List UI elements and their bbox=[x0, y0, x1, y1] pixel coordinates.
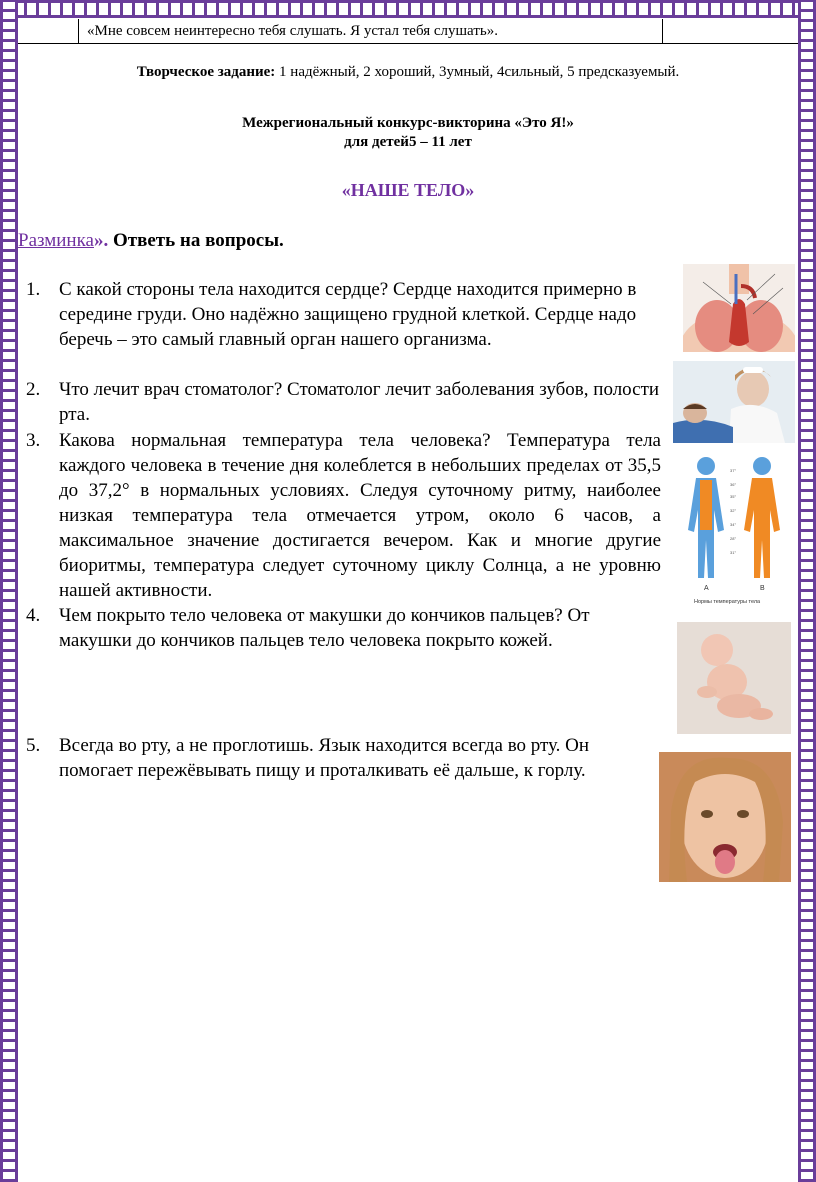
item-number: 2. bbox=[26, 379, 41, 400]
section-title: «НАШЕ ТЕЛО» bbox=[341, 180, 475, 200]
quote-table-row bbox=[18, 19, 798, 44]
contest-age: для детей5 – 11 лет bbox=[344, 134, 472, 150]
creative-task-label: Творческое задание: bbox=[136, 64, 276, 80]
contest-title: Межрегиональный конкурс-викторина «Это Я!» bbox=[242, 115, 574, 131]
temperature-label-a: A bbox=[704, 585, 709, 592]
item-text: Какова нормальная температура тела человека? Температура тела каждого человека в течение дня колеблется в небольших пределах от 35,5 до 37,2° в нормальных условиях. Следуя суточному ритму, наиболее низкая температура тела отмечается утром, около 6 часов, а максимальное значение достигается вечером. Как и многие другие биоритмы, температура следует суточному циклу Солнца, а не уровню нашей активности. bbox=[59, 430, 661, 601]
dentist-image bbox=[673, 361, 795, 443]
temperature-scale-3: 35° bbox=[730, 494, 737, 499]
warmup-text: Ответь на вопросы. bbox=[108, 230, 284, 251]
list-item bbox=[26, 733, 661, 783]
item-number: 1. bbox=[26, 279, 41, 300]
item-number: 4. bbox=[26, 605, 41, 626]
heart-anatomy-image bbox=[683, 264, 795, 352]
item-text: Что лечит врач стоматолог? Стоматолог лечит заболевания зубов, полости рта. bbox=[59, 379, 660, 425]
warmup-link[interactable]: Разминка bbox=[18, 230, 94, 251]
ornament-frame-left bbox=[0, 0, 18, 1182]
contest-heading bbox=[0, 114, 816, 152]
list-item bbox=[26, 377, 661, 427]
warmup-heading bbox=[18, 230, 284, 252]
body-temperature-image bbox=[674, 450, 796, 608]
child-tongue-image bbox=[659, 752, 791, 882]
item-text: С какой стороны тела находится сердце? Сердце находится примерно в середине груди. Оно надёжно защищено грудной клеткой. Сердце надо беречь – это самый главный орган нашего организма. bbox=[59, 279, 637, 350]
temperature-caption: Нормы температуры тела bbox=[694, 599, 761, 605]
temperature-scale-7: 31° bbox=[730, 550, 737, 555]
warmup-punct: ». bbox=[93, 230, 109, 251]
item-number: 5. bbox=[26, 735, 41, 756]
list-item bbox=[26, 603, 661, 653]
quote-cell: «Мне совсем неинтересно тебя слушать. Я устал тебя слушать». bbox=[78, 19, 663, 43]
list-item bbox=[26, 277, 661, 352]
temperature-scale-1: 37° bbox=[730, 468, 737, 473]
temperature-scale-5: 34° bbox=[730, 522, 737, 527]
temperature-scale-6: 28° bbox=[730, 536, 737, 541]
ornament-frame-right bbox=[798, 0, 816, 1182]
item-number: 3. bbox=[26, 430, 41, 451]
creative-task bbox=[0, 64, 816, 81]
ornament-frame-top bbox=[0, 0, 816, 18]
item-text: Всегда во рту, а не проглотишь. Язык находится всегда во рту. Он помогает пережёвывать пищу и проталкивать её дальше, к горлу. bbox=[59, 735, 590, 781]
temperature-label-b: B bbox=[760, 585, 765, 592]
list-item bbox=[26, 428, 661, 603]
temperature-scale-4: 32° bbox=[730, 508, 737, 513]
creative-task-text: 1 надёжный, 2 хороший, 3умный, 4сильный, 5 предсказуемый. bbox=[275, 64, 680, 80]
item-text: Чем покрыто тело человека от макушки до кончиков пальцев? От макушки до кончиков пальцев тело человека покрыто кожей. bbox=[59, 605, 590, 651]
baby-image bbox=[677, 622, 791, 734]
temperature-scale-2: 36° bbox=[730, 482, 737, 487]
